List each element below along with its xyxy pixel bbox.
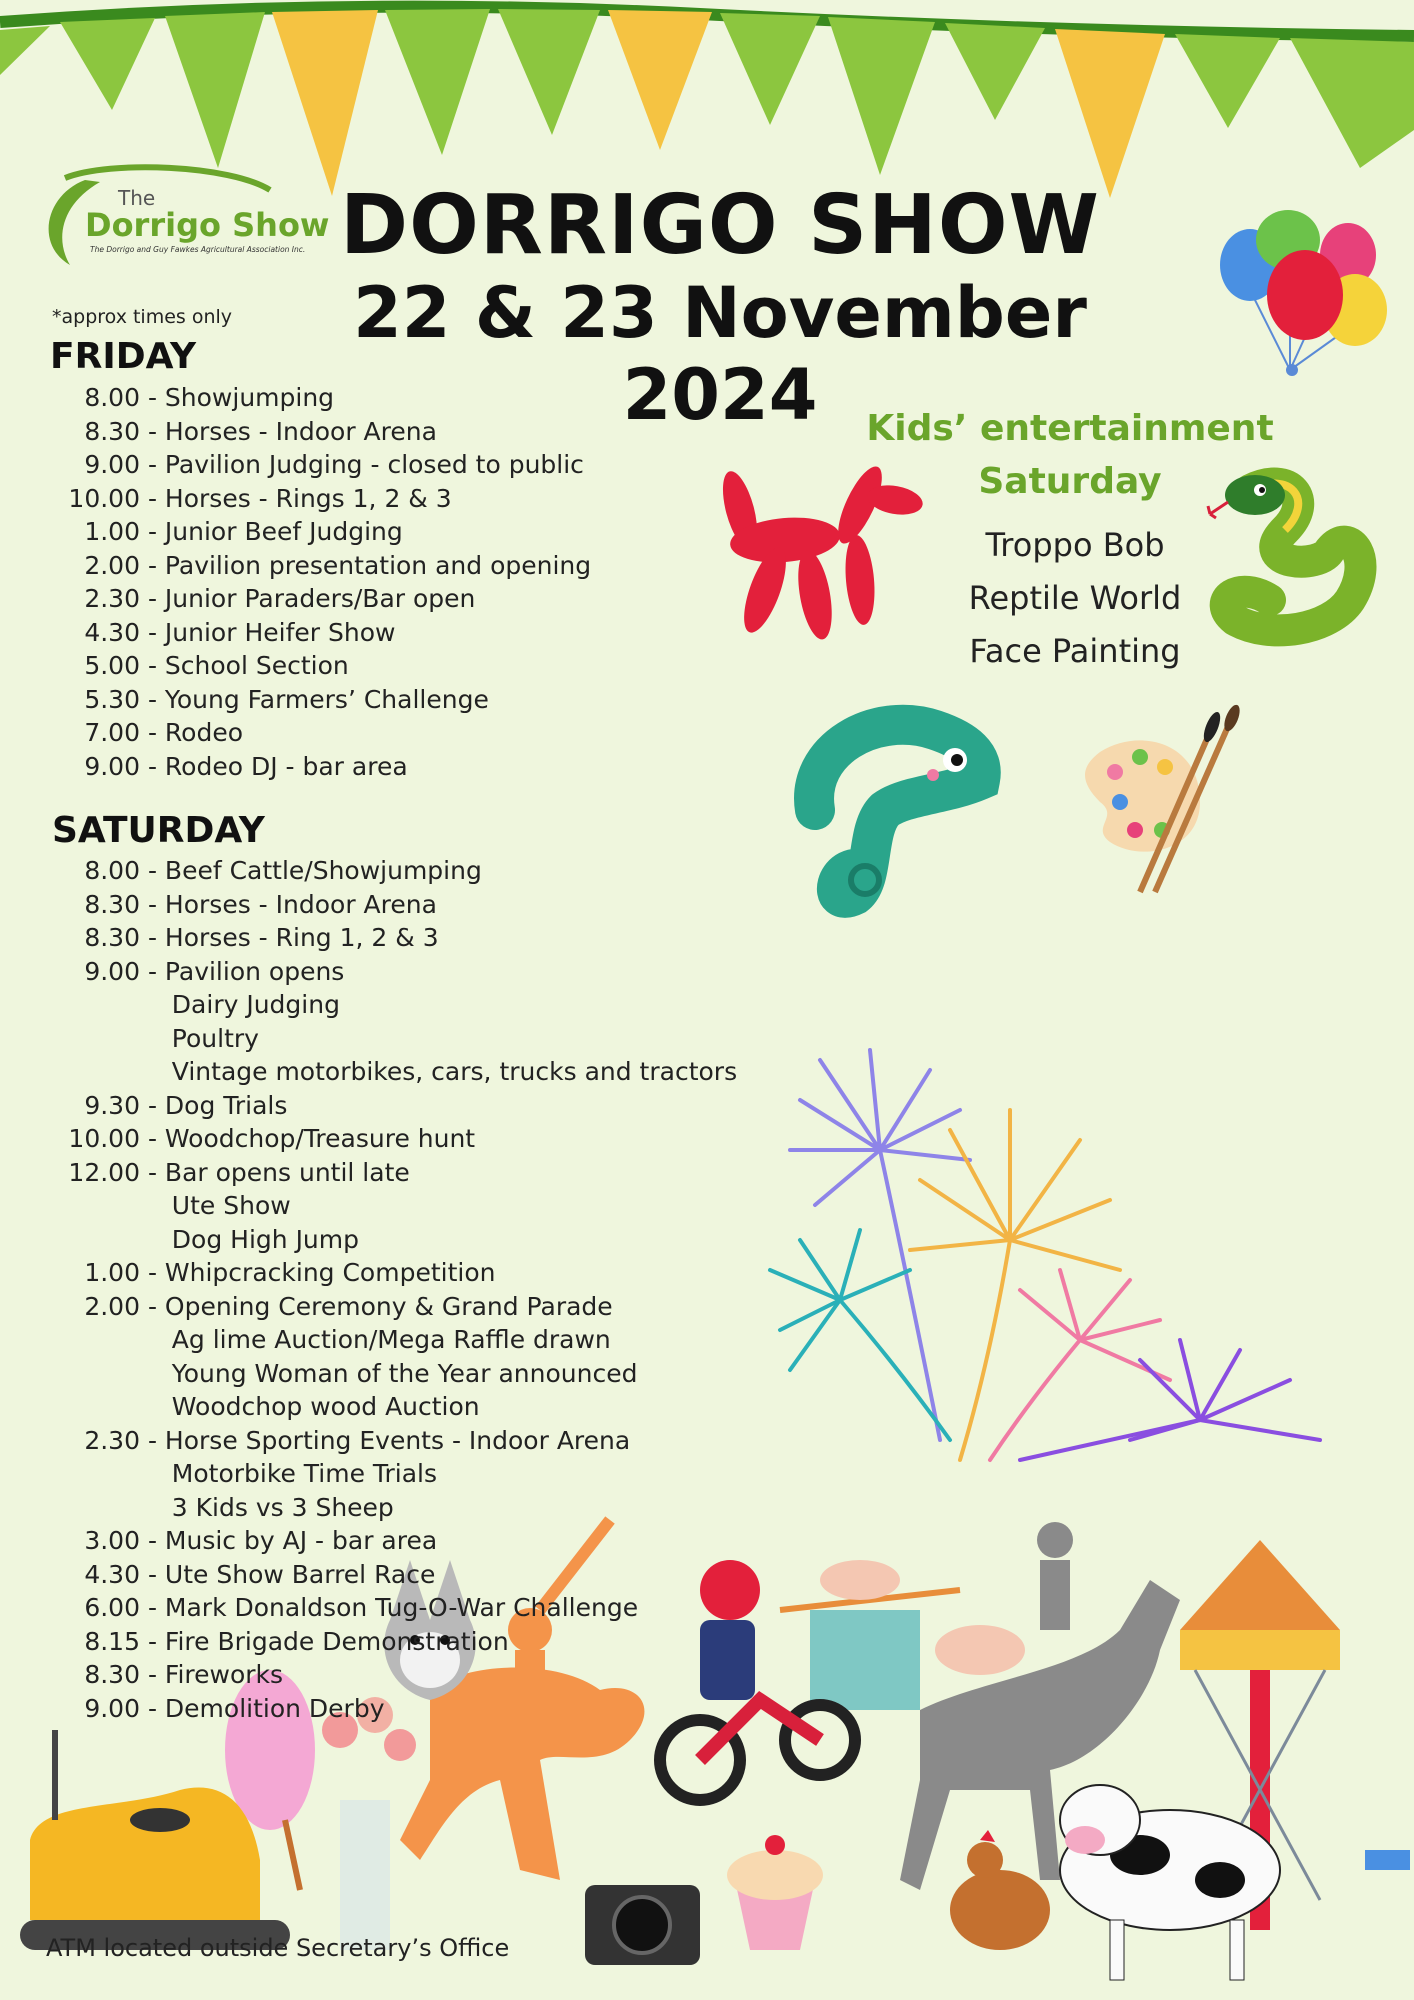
schedule-row <box>40 1323 737 1357</box>
schedule-event-text: Junior Heifer Show <box>164 617 396 647</box>
schedule-event-text: Young Farmers’ Challenge <box>164 684 489 714</box>
schedule-event <box>140 1424 630 1458</box>
schedule-row <box>40 955 737 989</box>
schedule-row <box>40 415 591 449</box>
schedule-time: 4.30 <box>84 617 140 647</box>
schedule-time: 2.00 <box>84 1291 140 1321</box>
schedule-event-text: Pavilion presentation and opening <box>164 550 592 580</box>
schedule-time: 8.15 <box>84 1626 140 1656</box>
schedule-event-text: Fireworks <box>164 1660 284 1689</box>
schedule-time: 2.00 <box>84 550 140 580</box>
schedule-row <box>40 1055 737 1089</box>
schedule-row <box>40 683 591 717</box>
schedule-time: 1.00 <box>84 517 140 546</box>
approx-times-note: *approx times only <box>52 306 233 328</box>
saturday-schedule <box>40 854 737 1725</box>
snake-icon <box>1210 470 1385 665</box>
schedule-separator <box>140 1493 172 1522</box>
flowers-vase-graphic <box>322 1697 416 1950</box>
schedule-row <box>40 1457 737 1491</box>
schedule-row <box>40 1089 737 1123</box>
schedule-event: - School Section <box>140 651 349 680</box>
schedule-time <box>40 1022 140 1056</box>
schedule-event <box>140 1256 495 1290</box>
balloons-icon <box>1210 210 1400 390</box>
schedule-time <box>40 1357 140 1391</box>
schedule-time: 8.30 <box>84 923 140 952</box>
schedule-separator: - <box>140 1693 165 1723</box>
schedule-event-text: Poultry <box>171 1023 259 1053</box>
schedule-time: 6.00 <box>84 1593 140 1622</box>
schedule-separator: - <box>140 1124 165 1153</box>
schedule-time: 10.00 <box>68 483 140 513</box>
kids-heading-line2: Saturday <box>978 461 1162 502</box>
schedule-event: - Junior Heifer Show <box>140 617 396 647</box>
schedule-time <box>40 1457 140 1491</box>
schedule-separator: - <box>140 1526 165 1555</box>
schedule-event-text: Fire Brigade Demonstration <box>164 1626 509 1656</box>
schedule-separator: - <box>140 1157 165 1187</box>
schedule-event-text: Demolition Derby <box>164 1693 385 1723</box>
schedule-event-text: Music by AJ - bar area <box>164 1526 438 1555</box>
schedule-event: - Young Farmers’ Challenge <box>140 684 489 714</box>
schedule-time: 7.00 <box>84 718 140 747</box>
cupcake-graphic <box>727 1835 823 1950</box>
schedule-event: - Showjumping <box>140 383 335 412</box>
schedule-row <box>40 448 591 482</box>
saturday-heading: SATURDAY <box>52 810 265 851</box>
schedule-row <box>40 515 591 549</box>
event-date: 22 & 23 November 2024 <box>353 272 1087 436</box>
schedule-event <box>140 888 437 922</box>
schedule-row <box>40 1390 737 1424</box>
friday-heading: FRIDAY <box>50 336 197 377</box>
schedule-event-text: Junior Beef Judging <box>164 517 403 546</box>
schedule-event-text: Horses - Indoor Arena <box>164 416 437 446</box>
schedule-event <box>140 988 340 1022</box>
schedule-time: 2.30 <box>84 1425 140 1455</box>
schedule-row <box>40 1122 737 1156</box>
kids-item: Troppo Bob <box>985 526 1165 564</box>
schedule-row <box>40 1424 737 1458</box>
schedule-event: - Junior Paraders/Bar open <box>140 584 476 613</box>
schedule-separator: - <box>140 1660 165 1689</box>
schedule-time <box>40 1223 140 1257</box>
schedule-event <box>140 1022 259 1056</box>
schedule-time: 12.00 <box>68 1157 140 1187</box>
schedule-separator <box>140 1325 172 1354</box>
schedule-event <box>140 1189 291 1223</box>
schedule-event-text: Horses - Ring 1, 2 & 3 <box>164 923 439 952</box>
schedule-row <box>40 1256 737 1290</box>
schedule-event-text: Woodchop/Treasure hunt <box>164 1124 476 1153</box>
schedule-time <box>40 1491 140 1525</box>
schedule-time: 9.00 <box>84 751 140 781</box>
schedule-row <box>40 616 591 650</box>
schedule-event: - Horses - Indoor Arena <box>140 416 437 446</box>
schedule-event-text: Ute Show Barrel Race <box>164 1559 436 1589</box>
friday-schedule <box>40 381 591 783</box>
schedule-event: - Rodeo DJ - bar area <box>140 751 408 781</box>
schedule-event-text: Dairy Judging <box>171 990 340 1019</box>
schedule-event-text: Pavilion Judging - closed to public <box>164 450 584 479</box>
schedule-time: 8.30 <box>84 416 140 446</box>
schedule-event <box>140 1558 435 1592</box>
schedule-event-text: Ute Show <box>171 1191 291 1220</box>
schedule-row <box>40 750 591 784</box>
schedule-time: 10.00 <box>68 1124 140 1153</box>
schedule-time: 8.30 <box>84 889 140 919</box>
schedule-row <box>40 1189 737 1223</box>
logo-subtitle: The Dorrigo and Guy Fawkes Agricultural Association Inc. <box>90 245 306 254</box>
dorrigo-show-logo <box>30 160 330 280</box>
schedule-event <box>140 1290 613 1324</box>
schedule-separator: - <box>140 923 165 952</box>
schedule-event-text: Ag lime Auction/Mega Raffle drawn <box>171 1325 611 1354</box>
schedule-event <box>140 1390 480 1424</box>
schedule-separator: - <box>140 1090 165 1120</box>
chameleon-icon <box>795 700 995 915</box>
camera-graphic <box>585 1885 700 1965</box>
schedule-separator <box>140 990 172 1019</box>
schedule-row <box>40 1692 737 1726</box>
schedule-row <box>40 1491 737 1525</box>
schedule-row <box>40 649 591 683</box>
kids-item: Reptile World <box>968 579 1182 617</box>
schedule-event-text: Beef Cattle/Showjumping <box>164 856 482 885</box>
schedule-event <box>140 1357 637 1391</box>
schedule-event <box>140 1692 385 1726</box>
atm-note: ATM located outside Secretary’s Office <box>46 1934 510 1962</box>
schedule-time: 9.00 <box>84 956 140 986</box>
schedule-separator: - <box>140 1425 165 1455</box>
schedule-event-text: Rodeo DJ - bar area <box>164 751 408 781</box>
schedule-event-text: Whipcracking Competition <box>164 1258 496 1287</box>
schedule-event-text: School Section <box>164 651 349 680</box>
schedule-separator: - <box>140 1593 165 1622</box>
schedule-separator: - <box>140 956 165 986</box>
schedule-event <box>140 1524 437 1558</box>
schedule-event <box>140 1658 283 1692</box>
schedule-event-text: Pavilion opens <box>164 956 345 986</box>
schedule-row <box>40 1591 737 1625</box>
schedule-separator <box>140 1191 172 1220</box>
kids-entertainment-list <box>930 519 1220 678</box>
schedule-event-text: Rodeo <box>164 718 244 747</box>
schedule-event-text: Vintage motorbikes, cars, trucks and tractors <box>171 1057 738 1086</box>
schedule-event-text: Woodchop wood Auction <box>171 1392 480 1421</box>
schedule-event <box>140 921 439 955</box>
schedule-event <box>140 1591 638 1625</box>
schedule-row <box>40 549 591 583</box>
schedule-time <box>40 1189 140 1223</box>
schedule-row <box>40 381 591 415</box>
schedule-row <box>40 988 737 1022</box>
schedule-row <box>40 1290 737 1324</box>
schedule-event: - Pavilion Judging - closed to public <box>140 450 584 479</box>
schedule-row <box>40 1022 737 1056</box>
schedule-time: 1.00 <box>84 1258 140 1287</box>
logo-the: The <box>118 186 156 210</box>
schedule-time: 4.30 <box>84 1559 140 1589</box>
schedule-event <box>140 955 344 989</box>
schedule-event: - Pavilion presentation and opening <box>140 550 592 580</box>
schedule-row <box>40 1658 737 1692</box>
balloon-dog-icon <box>710 460 925 645</box>
schedule-row <box>40 1357 737 1391</box>
schedule-event <box>140 1055 737 1089</box>
schedule-row <box>40 854 737 888</box>
schedule-event-text: Motorbike Time Trials <box>171 1459 438 1488</box>
chicken-graphic <box>950 1830 1050 1950</box>
schedule-separator <box>140 1392 172 1421</box>
schedule-row <box>40 1625 737 1659</box>
schedule-event <box>140 1323 611 1357</box>
schedule-row <box>40 1223 737 1257</box>
schedule-separator: - <box>140 1258 165 1287</box>
schedule-separator: - <box>140 856 165 885</box>
schedule-event: - Junior Beef Judging <box>140 517 403 546</box>
schedule-time: 8.00 <box>84 383 140 412</box>
schedule-separator <box>140 1225 172 1254</box>
schedule-time: 5.00 <box>84 651 140 680</box>
schedule-time <box>40 1390 140 1424</box>
schedule-time <box>40 1055 140 1089</box>
schedule-event-text: 3 Kids vs 3 Sheep <box>171 1492 394 1522</box>
schedule-event-text: Horses - Indoor Arena <box>164 889 437 919</box>
schedule-event-text: Young Woman of the Year announced <box>171 1358 638 1388</box>
schedule-event-text: Junior Paraders/Bar open <box>164 584 476 613</box>
schedule-event <box>140 1223 359 1257</box>
schedule-separator: - <box>140 1559 165 1589</box>
schedule-event-text: Dog High Jump <box>171 1224 360 1254</box>
schedule-event <box>140 854 482 888</box>
schedule-row <box>40 1558 737 1592</box>
schedule-time: 9.00 <box>84 1693 140 1723</box>
schedule-row <box>40 482 591 516</box>
schedule-row <box>40 1156 737 1190</box>
schedule-separator: - <box>140 889 165 919</box>
schedule-event-text: Opening Ceremony & Grand Parade <box>164 1291 613 1321</box>
schedule-event-text: Mark Donaldson Tug-O-War Challenge <box>164 1593 639 1622</box>
schedule-event-text: Horse Sporting Events - Indoor Arena <box>164 1425 631 1455</box>
schedule-event-text: Dog Trials <box>164 1090 288 1120</box>
schedule-time: 3.00 <box>84 1526 140 1555</box>
kids-heading-line1: Kids’ entertainment <box>866 408 1274 449</box>
paint-palette-icon <box>1080 712 1240 902</box>
schedule-event: - Horses - Rings 1, 2 & 3 <box>140 483 452 513</box>
logo-name: Dorrigo Show <box>85 206 330 244</box>
schedule-event: - Rodeo <box>140 718 244 747</box>
page-title: DORRIGO SHOW <box>340 178 1100 273</box>
schedule-time: 8.30 <box>84 1660 140 1689</box>
schedule-separator <box>140 1359 172 1388</box>
schedule-row <box>40 888 737 922</box>
schedule-event <box>140 1491 394 1525</box>
schedule-row <box>40 921 737 955</box>
schedule-event <box>140 1625 509 1659</box>
schedule-event-text: Showjumping <box>164 383 335 412</box>
schedule-row <box>40 582 591 616</box>
schedule-time <box>40 1323 140 1357</box>
schedule-time: 5.30 <box>84 684 140 714</box>
schedule-row <box>40 1524 737 1558</box>
schedule-separator: - <box>140 1291 165 1321</box>
schedule-separator <box>140 1024 172 1053</box>
schedule-event <box>140 1089 287 1123</box>
schedule-event-text: Bar opens until late <box>164 1157 410 1187</box>
schedule-time: 9.00 <box>84 450 140 479</box>
schedule-time: 9.30 <box>84 1090 140 1120</box>
schedule-event <box>140 1156 410 1190</box>
schedule-event <box>140 1122 475 1156</box>
schedule-time: 2.30 <box>84 584 140 613</box>
fireworks-icon <box>760 1040 1340 1480</box>
kids-item: Face Painting <box>969 632 1181 670</box>
schedule-event <box>140 1457 437 1491</box>
schedule-time: 8.00 <box>84 856 140 885</box>
schedule-separator <box>140 1057 172 1086</box>
schedule-separator <box>140 1459 172 1488</box>
schedule-separator: - <box>140 1626 165 1656</box>
schedule-time <box>40 988 140 1022</box>
schedule-event-text: Horses - Rings 1, 2 & 3 <box>164 483 452 513</box>
schedule-row <box>40 716 591 750</box>
